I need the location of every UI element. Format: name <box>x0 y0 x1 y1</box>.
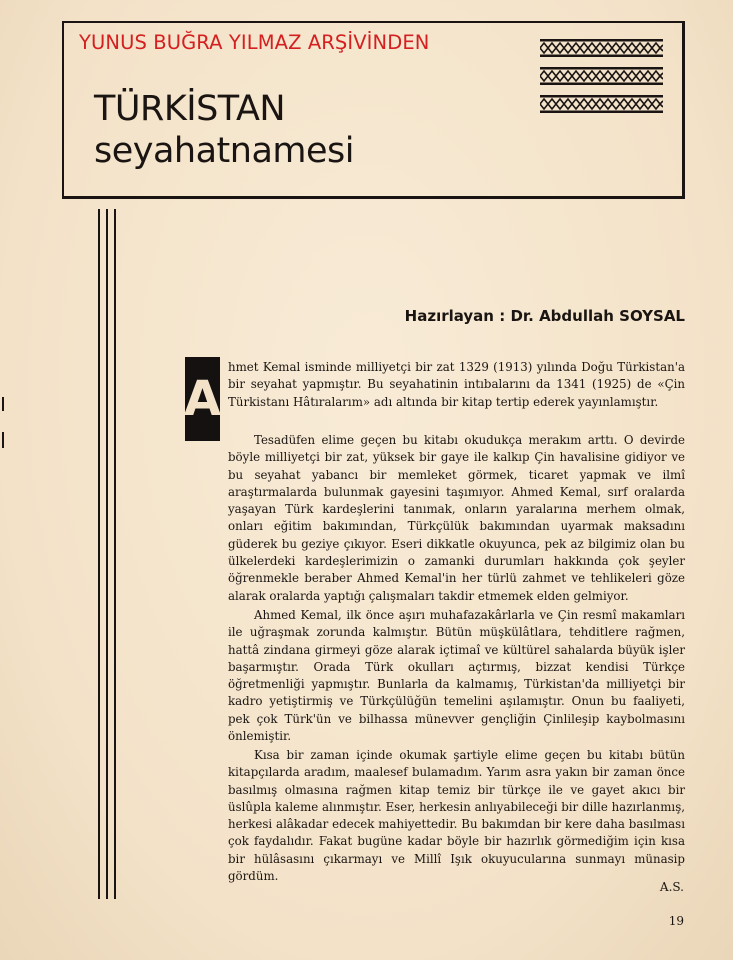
paragraph-4: Kısa bir zaman içinde okumak şartiyle elime geçen bu kitabı bütün kitapçılarda aradım, maalesef bulamadım. Yarım asra yakın bir zaman önce basılmış olmasına rağmen kitap temiz bir türkçe ile ve gayet akıcı bir üslûpla kaleme alınmıştır. Eser, herkesin anlıyabileceği bir dille hazırlanmış, herkesi alâkadar edecek mahiyettedir. Bu bakımdan bir kere daha basılması çok faydalıdır. Fakat bugüne kadar böyle bir hazırlık görmediğim için kısa bir hülâsasını çıkarmayı ve Millî Işık okuyucularına sunmayı münasip gördüm. <box>228 748 685 884</box>
byline-label: Hazırlayan : <box>404 307 506 325</box>
ornament-band-middle <box>540 67 663 85</box>
archive-watermark: YUNUS BUĞRA YILMAZ ARŞİVİNDEN <box>79 31 430 54</box>
vertical-rule <box>98 209 100 899</box>
article-signature: A.S. <box>659 880 684 894</box>
vertical-rule <box>114 209 116 899</box>
article-title: TÜRKİSTAN <box>94 89 286 129</box>
margin-mark <box>2 397 4 411</box>
ornament-band-bottom <box>540 95 663 113</box>
ornament-band-top <box>540 39 663 57</box>
paragraph-2: Tesadüfen elime geçen bu kitabı okudukça merakım arttı. O devirde böyle milliyetçi bir zat, yüksek bir gaye ile kalkıp Çin havalisine gidiyor ve bu seyahat yabancı bir memleket görmek, ticaret yapmak ve ilmî araştırmalarda bulunmak gayesini taşımıyor. Ahmed Kemal, sırf oralarda yaşayan Türk kardeşlerini tanımak, onların yaralarına merhem olmak, onları eğitim bakımından, Türkçülük bakımından uyarmak maksadını güderek bu geziye çıkıyor. Eseri dikkatle okuyunca, pek az bilgimiz olan bu ülkelerdeki kardeşlerimizin o zamanki durumları hakkında çok şeyler öğrenmekle beraber Ahmed Kemal'in her türlü zahmet ve tehlikeleri göze alarak oralarda yaptığı çalışmaları takdir etmemek elden gelmiyor. <box>228 433 685 603</box>
page-number: 19 <box>668 914 684 928</box>
paragraph-1: hmet Kemal isminde milliyetçi bir zat 1329 (1913) yılında Doğu Türkistan'a bir seyahat yapmıştır. Bu seyahatinin intıbalarını da 1341 (1925) de «Çin Türkistanı Hâtıralarım» adı altında bir kitap tertip ederek yayınlamıştır. <box>228 360 685 409</box>
byline <box>360 307 685 325</box>
drop-cap: A <box>185 357 220 441</box>
byline-author: Dr. Abdullah SOYSAL <box>510 307 685 325</box>
vertical-rule <box>106 209 108 899</box>
paragraph-3: Ahmed Kemal, ilk önce aşırı muhafazakârlarla ve Çin resmî makamları ile uğraşmak zorunda kalmıştır. Bütün müşkülâtlara, tehditlere rağmen, hattâ zindana girmeyi göze alarak içtimaî ve kültürel sahalarda büyük işler başarmıştır. Orada Türk okulları açtırmış, bizzat kendisi Türkçe öğretmenliği yapmıştır. Bunlarla da kalmamış, Türkistan'da milliyetçi bir kadro yetiştirmiş ve Türkçülüğün temelini aşılamıştır. Onun bu faaliyeti, pek çok Türk'ün ve bilhassa münevver gençliğin Çinlileşip kaybolmasını önlemiştir. <box>228 608 685 744</box>
margin-mark <box>2 432 4 448</box>
article-subtitle: seyahatnamesi <box>94 131 354 171</box>
